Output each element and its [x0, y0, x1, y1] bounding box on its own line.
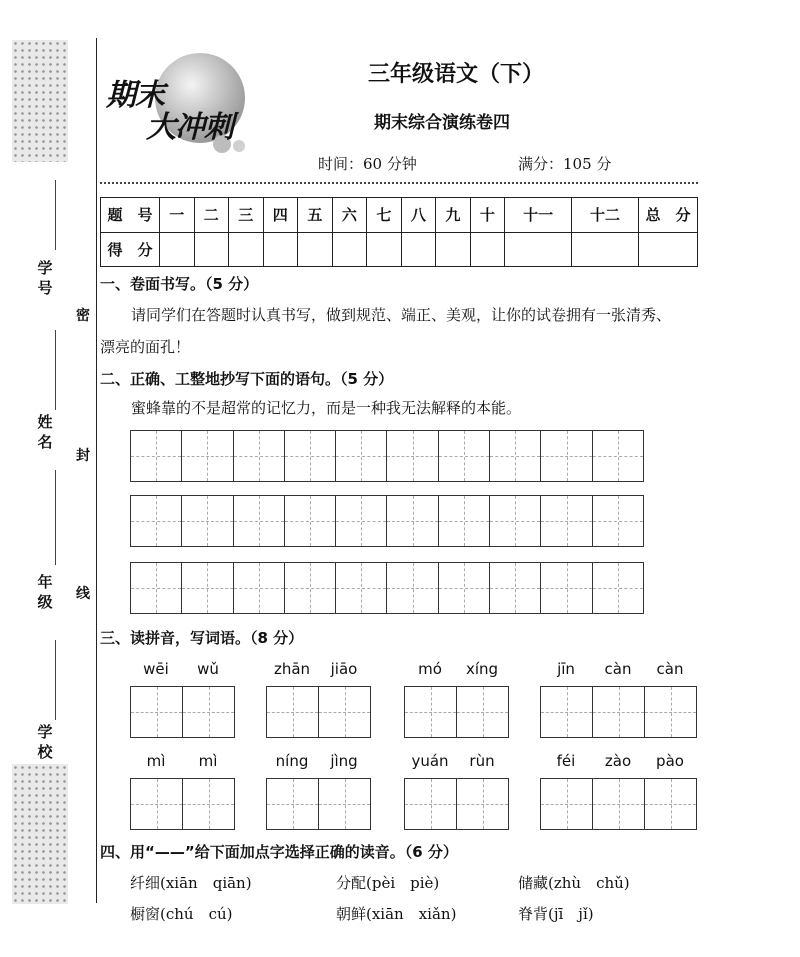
- grid-cell[interactable]: [541, 779, 593, 829]
- grid-cell[interactable]: [541, 431, 592, 481]
- choice-item[interactable]: 纤细(xiān qiān): [130, 874, 252, 892]
- grid-cell[interactable]: [336, 431, 387, 481]
- score-cell[interactable]: [160, 232, 195, 267]
- score-cell[interactable]: [229, 232, 264, 267]
- grid-cell[interactable]: [183, 779, 234, 829]
- student-no-label: 学号: [37, 259, 53, 297]
- pinyin-group: [540, 752, 697, 830]
- grid-cell[interactable]: [319, 687, 370, 737]
- pinyin: féi: [556, 752, 576, 770]
- margin-pattern-top: [12, 40, 68, 162]
- grid-cell[interactable]: [131, 431, 182, 481]
- score-col: 二: [194, 198, 229, 233]
- student-no-line: [55, 180, 56, 250]
- logo-text-2: 大冲刺: [146, 110, 233, 145]
- grade-line: [55, 470, 56, 565]
- pinyin: zhān: [273, 660, 311, 678]
- pinyin: zào: [604, 752, 632, 770]
- word-box[interactable]: [404, 686, 509, 738]
- score-col: 九: [436, 198, 471, 233]
- grid-cell[interactable]: [490, 431, 541, 481]
- word-box[interactable]: [540, 686, 697, 738]
- grid-cell[interactable]: [285, 431, 336, 481]
- grid-cell[interactable]: [319, 779, 370, 829]
- seal-char-mi: 密: [76, 308, 90, 324]
- word-box[interactable]: [130, 778, 235, 830]
- grid-cell[interactable]: [387, 563, 438, 613]
- section1-text-line2: 漂亮的面孔！: [100, 338, 191, 356]
- choice-item[interactable]: 脊背(jī jǐ): [518, 905, 594, 923]
- score-cell[interactable]: [401, 232, 436, 267]
- grid-cell[interactable]: [439, 431, 490, 481]
- grid-cell[interactable]: [490, 496, 541, 546]
- section1-text-line1: 请同学们在答题时认真书写，做到规范、端正、美观，让你的试卷拥有一张清秀、: [131, 306, 672, 324]
- school-label: 学校: [37, 723, 53, 761]
- score-col: 一: [160, 198, 195, 233]
- grid-cell[interactable]: [593, 431, 643, 481]
- score-cell[interactable]: [367, 232, 402, 267]
- score-cell[interactable]: [332, 232, 367, 267]
- pinyin: yuán: [411, 752, 449, 770]
- school-line: [55, 640, 56, 720]
- score-total-label: 总 分: [639, 198, 698, 233]
- section2-sentence: 蜜蜂靠的不是超常的记忆力，而是一种我无法解释的本能。: [131, 399, 522, 417]
- logo: [102, 42, 252, 157]
- score-cell[interactable]: [470, 232, 505, 267]
- score-col: 十: [470, 198, 505, 233]
- pinyin: mì: [146, 752, 166, 770]
- grid-cell[interactable]: [457, 779, 508, 829]
- pinyin-group: [130, 660, 235, 738]
- choice-item[interactable]: 储藏(zhù chǔ): [518, 874, 630, 892]
- grid-cell[interactable]: [593, 687, 645, 737]
- pinyin: mì: [198, 752, 218, 770]
- score-col: 八: [401, 198, 436, 233]
- copy-grid-row-2[interactable]: [130, 495, 644, 547]
- page-title: 三年级语文（下）: [368, 61, 545, 87]
- grid-cell[interactable]: [267, 779, 319, 829]
- pinyin: wǔ: [197, 660, 219, 678]
- word-box[interactable]: [540, 778, 697, 830]
- grid-cell[interactable]: [285, 496, 336, 546]
- choice-item[interactable]: 朝鲜(xiān xiǎn): [336, 905, 457, 923]
- exam-full-score: 满分：105 分: [518, 155, 612, 173]
- header-divider: [100, 182, 698, 184]
- margin-pattern-bottom: [12, 764, 68, 904]
- binding-line: [96, 38, 97, 903]
- pinyin: pào: [656, 752, 684, 770]
- grid-cell[interactable]: [234, 563, 285, 613]
- grid-cell[interactable]: [593, 496, 643, 546]
- grade-label: 年级: [37, 573, 53, 611]
- score-table-score-row: [101, 232, 698, 267]
- score-col: 七: [367, 198, 402, 233]
- choice-item[interactable]: 分配(pèi piè): [336, 874, 440, 892]
- score-table: [100, 197, 698, 267]
- grid-cell[interactable]: [439, 563, 490, 613]
- logo-text-1: 期末: [106, 78, 164, 113]
- section2-heading: 二、正确、工整地抄写下面的语句。（5 分）: [100, 370, 394, 388]
- pinyin: xíng: [465, 660, 499, 678]
- grid-cell[interactable]: [387, 431, 438, 481]
- score-col: 三: [229, 198, 264, 233]
- section3-heading: 三、读拼音，写词语。（8 分）: [100, 629, 304, 647]
- pinyin-group: [404, 752, 509, 830]
- grid-cell[interactable]: [405, 687, 457, 737]
- word-box[interactable]: [266, 686, 371, 738]
- score-total-cell[interactable]: [639, 232, 698, 267]
- score-col: 四: [263, 198, 298, 233]
- grid-cell[interactable]: [541, 563, 592, 613]
- exam-time: 时间：60 分钟: [318, 155, 417, 173]
- score-cell[interactable]: [505, 232, 572, 267]
- pinyin: mó: [418, 660, 442, 678]
- grid-cell[interactable]: [439, 496, 490, 546]
- grid-cell[interactable]: [541, 496, 592, 546]
- score-cell[interactable]: [436, 232, 471, 267]
- word-box[interactable]: [130, 686, 235, 738]
- name-line: [55, 330, 56, 410]
- pinyin: jìng: [330, 752, 358, 770]
- word-box[interactable]: [266, 778, 371, 830]
- pinyin: càn: [604, 660, 632, 678]
- grid-cell[interactable]: [593, 779, 645, 829]
- score-col: 六: [332, 198, 367, 233]
- grid-cell[interactable]: [182, 496, 233, 546]
- grid-cell[interactable]: [131, 563, 182, 613]
- pinyin: níng: [275, 752, 309, 770]
- grid-cell[interactable]: [593, 563, 643, 613]
- score-col: 十二: [572, 198, 639, 233]
- copy-grid-row-3[interactable]: [130, 562, 644, 614]
- seal-char-xian: 线: [76, 586, 90, 602]
- score-cell[interactable]: [263, 232, 298, 267]
- section4-heading: 四、用“——”给下面加点字选择正确的读音。（6 分）: [100, 843, 458, 861]
- grid-cell[interactable]: [541, 687, 593, 737]
- grid-cell[interactable]: [285, 563, 336, 613]
- pinyin-group: [540, 660, 697, 738]
- grid-cell[interactable]: [457, 687, 508, 737]
- copy-grid-row-1[interactable]: [130, 430, 644, 482]
- grid-cell[interactable]: [234, 431, 285, 481]
- grid-cell[interactable]: [645, 687, 696, 737]
- section1-heading: 一、卷面书写。（5 分）: [100, 275, 259, 293]
- grid-cell[interactable]: [131, 779, 183, 829]
- pinyin-group: [266, 752, 371, 830]
- grid-cell[interactable]: [490, 563, 541, 613]
- grid-cell[interactable]: [645, 779, 696, 829]
- seal-char-feng: 封: [76, 448, 90, 464]
- page-subtitle: 期末综合演练卷四: [374, 113, 510, 133]
- score-table-header-row: [101, 198, 698, 233]
- grid-cell[interactable]: [234, 496, 285, 546]
- grid-cell[interactable]: [336, 496, 387, 546]
- pinyin-group: [404, 660, 509, 738]
- score-cell[interactable]: [194, 232, 229, 267]
- pinyin: càn: [656, 660, 684, 678]
- pinyin: rùn: [469, 752, 495, 770]
- grid-cell[interactable]: [267, 687, 319, 737]
- grid-cell[interactable]: [182, 431, 233, 481]
- pinyin: jiāo: [330, 660, 358, 678]
- score-cell[interactable]: [572, 232, 639, 267]
- grid-cell[interactable]: [182, 563, 233, 613]
- pinyin: jīn: [557, 660, 575, 678]
- name-label: 姓名: [37, 413, 53, 451]
- grid-cell[interactable]: [336, 563, 387, 613]
- score-table-row1-label: 题 号: [101, 198, 160, 233]
- pinyin: wēi: [143, 660, 169, 678]
- score-col: 十一: [505, 198, 572, 233]
- pinyin-group: [266, 660, 371, 738]
- grid-cell[interactable]: [183, 687, 234, 737]
- score-col: 五: [298, 198, 333, 233]
- grid-cell[interactable]: [131, 496, 182, 546]
- choice-item[interactable]: 橱窗(chú cú): [130, 905, 233, 923]
- pinyin-group: [130, 752, 235, 830]
- score-table-row2-label: 得 分: [101, 232, 160, 267]
- grid-cell[interactable]: [131, 687, 183, 737]
- score-cell[interactable]: [298, 232, 333, 267]
- grid-cell[interactable]: [405, 779, 457, 829]
- word-box[interactable]: [404, 778, 509, 830]
- grid-cell[interactable]: [387, 496, 438, 546]
